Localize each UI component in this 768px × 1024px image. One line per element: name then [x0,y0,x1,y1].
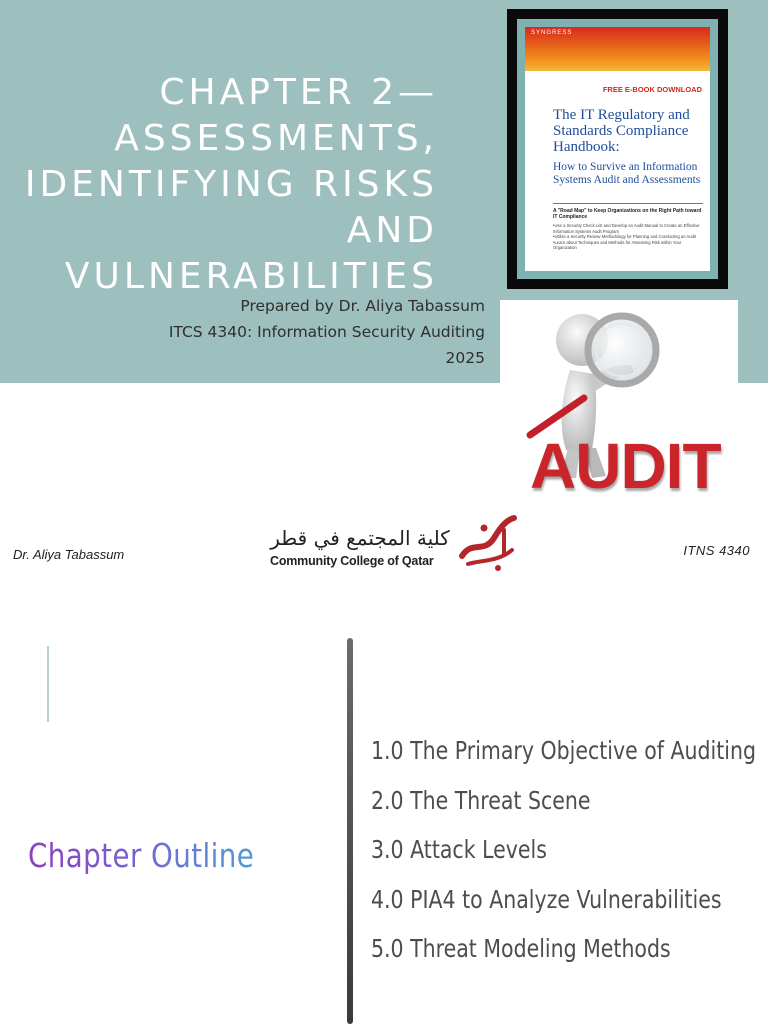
title-line-1: CHAPTER 2— [159,72,438,113]
book-bullets [553,223,703,251]
audit-label: AUDIT [530,430,721,502]
book-cover [525,27,710,271]
course-line: ITCS 4340: Information Security Auditing [168,323,485,341]
book-cover-mat [517,19,718,279]
college-name-arabic: كلية المجتمع في قطر [270,526,450,550]
outline-slide [0,608,768,1024]
book-cover-banner [525,27,710,71]
outline-list [371,726,768,974]
slide-subtitle [65,293,485,371]
book-badge: FREE E-BOOK DOWNLOAD [602,85,702,94]
book-roadmap: A "Road Map" to Keep Organizations on the Right Path toward IT Compliance [553,208,702,220]
title-line-2: ASSESSMENTS, [114,118,438,159]
audit-illustration [500,300,738,505]
book-bullet: • Learn about Techniques and Methods for Assessing Risk within Your Organization [553,240,703,251]
accent-line [47,646,49,722]
outline-item: 3.0 Attack Levels [371,835,547,864]
book-title: The IT Regulatory and Standards Compliance Handbook: [553,107,690,155]
footer-author: Dr. Aliya Tabassum [13,547,125,562]
college-name-english: Community College of Qatar [270,554,434,568]
footer-course-code: ITNS 4340 [683,543,750,558]
college-logo [268,510,524,574]
year-line: 2025 [445,349,485,367]
outline-item: 1.0 The Primary Objective of Auditing [371,736,756,765]
book-cover-image [507,9,728,289]
title-line-3: IDENTIFYING RISKS [24,164,438,205]
book-divider [553,203,703,204]
book-publisher: SYNGRESS [531,30,573,36]
outline-item: 5.0 Threat Modeling Methods [371,934,671,963]
book-bullet: • Utilize a Security Review Methodology for Planning and Conducting an Audit [553,234,703,240]
book-bullet: • Use a Security Check List and Develop an Audit Manual to Create an Effective Information Systems Audit Program [553,223,703,234]
title-line-4: AND VULNERABILITIES [64,210,438,297]
vertical-divider [347,638,353,1024]
outline-item: 2.0 The Threat Scene [371,785,591,815]
outline-heading: Chapter Outline [28,836,255,875]
college-emblem-icon [454,510,524,574]
author-line: Prepared by Dr. Aliya Tabassum [240,297,485,315]
outline-item: 4.0 PIA4 to Analyze Vulnerabilities [371,884,722,914]
book-subtitle: How to Survive an Information Systems Audit and Assessments [553,161,701,186]
slide-title [18,70,438,300]
